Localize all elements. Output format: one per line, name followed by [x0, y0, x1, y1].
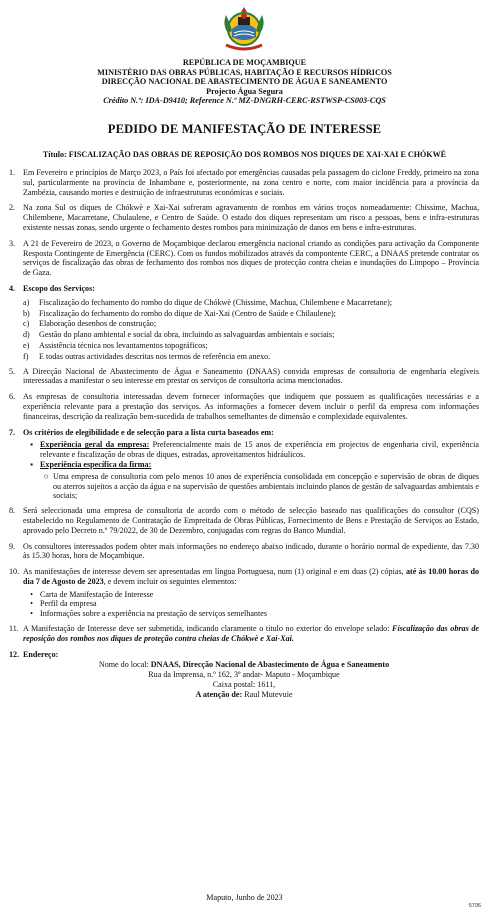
bullet-icon: •: [30, 599, 33, 609]
paragraph-8: [9, 506, 479, 535]
address-line: Caixa postal: 1611,: [212, 680, 276, 690]
directorate-name: DIRECÇÃO NACIONAL DE ABASTECIMENTO DE ÁGUA E SANEAMENTO: [101, 77, 388, 87]
paragraph-number: 1.: [9, 168, 16, 177]
list-item: [23, 440, 479, 460]
list-item: [23, 319, 479, 329]
criteria-list: [23, 440, 479, 501]
list-text: Gestão do plano ambiental e social da obra, incluindo as salvaguardas ambientais e sociais;: [39, 330, 335, 340]
address-label: A atenção de:: [195, 689, 243, 699]
list-text: Fiscalização do fechamento do rombo do dique de Xai-Xai (Centro de Saúde e Chilaulene);: [39, 308, 336, 318]
document-date: Maputo, Junho de 2023: [206, 893, 283, 902]
paragraph-1: [9, 168, 479, 197]
address-value: DNAAS, Direcção Nacional de Abastecimento de Água e Saneamento: [150, 660, 390, 670]
text-segment: , e devem incluir os seguintes elementos:: [103, 576, 237, 586]
paragraph-text: A Direcção Nacional de Abastecimento de Água e Saneamento (DNAAS) convida empresas de consultoria de engenharia elegíveis interessadas a manifestar o seu interesse em prestar os serviços de consultoria acima mencionados.: [23, 366, 479, 386]
list-text: Fiscalização do fechamento do rombo do dique de Chókwè (Chissime, Machua, Chilembene e Macarretane);: [39, 297, 393, 307]
paragraph-5: [9, 367, 479, 387]
paragraph-number: 8.: [9, 506, 16, 516]
project-name: Projecto Água Segura: [206, 86, 283, 96]
list-item: [23, 298, 479, 308]
paragraph-12: [9, 650, 479, 660]
criterion-label: Experiência geral da empresa:: [40, 440, 150, 450]
list-text: [40, 440, 479, 460]
letterhead: [0, 58, 489, 106]
document-title: PEDIDO DE MANIFESTAÇÃO DE INTERESSE: [107, 122, 382, 136]
paragraph-text: Na zona Sul os diques de Chókwè e Xai-Xai sofreram agravamento de rombos em vários troços nomeadamente: Chissime, Machua, Chilembene, Macarretane, Chulaulene, e Centro de Saúde. O estado dos diques representam um risco a pessoas, bens e infra-estruturas existente nessas zonas, sendo urgente o fechamento destes rombos para minimização de danos em bens e infra-estruturas.: [23, 203, 479, 232]
paragraph-number: 6.: [9, 392, 16, 402]
sub-list-item: [39, 472, 479, 501]
paragraph-number: 12.: [9, 649, 20, 659]
paragraph-7: [9, 428, 479, 438]
document-body: [9, 168, 479, 700]
paragraph-10: [9, 567, 479, 587]
list-letter: c): [23, 319, 30, 329]
paragraph-number: 9.: [9, 541, 16, 551]
list-letter: b): [23, 308, 30, 318]
bullet-icon: ▪: [30, 459, 33, 469]
list-letter: d): [23, 330, 30, 340]
republic-name: REPÚBLICA DE MOÇAMBIQUE: [182, 58, 307, 67]
paragraph-text: [23, 624, 479, 644]
paragraph-number: 2.: [9, 203, 16, 213]
bullet-icon: •: [30, 609, 33, 619]
paragraph-number: 5.: [9, 366, 16, 376]
list-item: [23, 460, 479, 470]
paragraph-text: Em Fevereiro e princípios de Março 2023, o País foi afectado por emergências causadas pela passagem do ciclone Freddy, primeiro na zona sul, particularmente na província de Inhambane e, posteriormente, na zona centro e norte, com maior incidência para a província da Zambézia, causando mortes e destruição de infraestruturas económicas e sociais.: [23, 168, 479, 197]
paragraph-3: [9, 239, 479, 278]
paragraph-text: As empresas de consultoria interessadas devem fornecer informações que indiquem que possuem as qualificações necessárias e a experiência relevante para a prestação dos serviços. As informações a fornecer devem incluir o perfil da empresa com informações financeiras, descrição da realização bem-sucedida de trabalhos semelhantes de dimensão e complexidade equivalentes.: [23, 392, 479, 421]
list-letter: e): [23, 340, 30, 350]
paragraph-4: [9, 284, 479, 294]
paragraph-9: [9, 542, 479, 562]
paragraph-text: Os consultores interessados podem obter mais informações no endereço abaixo indicado, durante o horário normal de expediente, das 7.30 às 15.30 horas, hora de Moçambique.: [23, 541, 479, 561]
address-label: Nome do local:: [98, 660, 151, 670]
list-text: Assistência técnica nos levantamentos topográficos;: [39, 340, 208, 350]
address-line: [9, 690, 479, 700]
address-line: Rua da Imprensa, n.º 162, 3º andar- Maputo - Moçambique: [148, 670, 340, 680]
coat-of-arms-emblem: [218, 3, 270, 53]
paragraph-number: 10.: [9, 567, 20, 577]
text-segment: As manifestações de interesse devem ser apresentadas em língua Portuguesa, num (1) original e em duas (2) cópias,: [23, 567, 406, 577]
list-letter: a): [23, 297, 30, 307]
list-text: Carta de Manifestação de Interesse: [40, 589, 154, 599]
list-item: [23, 590, 479, 600]
list-text: E todas outras actividades descritas nos termos de referência em anexo.: [39, 351, 271, 361]
scope-list: [23, 298, 479, 362]
list-letter: f): [23, 351, 29, 361]
paragraph-number: 3.: [9, 238, 16, 248]
criterion-label: Experiência específica da firma:: [40, 459, 152, 469]
ministry-name: MINISTÉRIO DAS OBRAS PÚBLICAS, HABITAÇÃO E RECURSOS HÍDRICOS: [97, 67, 392, 77]
paragraph-6: [9, 392, 479, 421]
document-subtitle: Título: FISCALIZAÇÃO DAS OBRAS DE REPOSIÇÃO DOS ROMBOS NOS DIQUES DE XAI-XAI E CHÓKWÈ: [42, 150, 447, 159]
deadline-text: até às 10.00 horas do dia 7 de Agosto de 2023: [23, 567, 479, 586]
credit-reference: Crédito N.º: IDA-D9410; Reference N.º MZ-DNGRH-CERC-RSTWSP-CS003-CQS: [103, 96, 386, 106]
list-item: [23, 352, 479, 362]
list-item: [23, 341, 479, 351]
required-elements-list: [23, 590, 479, 619]
list-text: Elaboração desenhos de construção;: [39, 319, 157, 329]
text-segment: A Manifestação de Interesse deve ser submetida, indicando claramente o título no exterior do envelope selado:: [23, 624, 393, 634]
paragraph-text: A 21 de Fevereiro de 2023, o Governo de Moçambique declarou emergência nacional criando as condições para activação da Componente Resposta Contingente de Emergência (CERC). Com os fundos mobilizados através da compontente CERC, a DNAAS pretende contratar os serviços de fiscalização das obras de fechamento dos rombos nos diques de protecção contra cheias e inundações do Limpopo – Província de Gaza.: [23, 238, 479, 278]
list-item: [23, 309, 479, 319]
address-block: [9, 660, 479, 699]
list-text: Perfil da empresa: [40, 599, 97, 609]
address-value: Raul Mutevuie: [242, 689, 293, 699]
list-text: Uma empresa de consultoria com pelo menos 10 anos de experiência consolidada em concepção e supervisão de obras de diques ou aterros sujeitos a acção da água e na supervisão de questões ambientais incluindo planos de gestão de salvaguardas ambientais e sociais;: [53, 471, 479, 501]
paragraph-number: 7.: [9, 427, 16, 437]
section-heading: Endereço:: [23, 649, 59, 659]
section-heading: Os critérios de elegibilidade e de selecção para a lista curta baseados em:: [23, 427, 274, 437]
section-heading: Escopo dos Serviços:: [23, 283, 95, 293]
paragraph-11: [9, 624, 479, 644]
address-line: [9, 660, 479, 670]
list-item: [23, 609, 479, 619]
circle-bullet-icon: ○: [43, 471, 49, 481]
print-code: 5706: [468, 903, 481, 909]
paragraph-number: 4.: [9, 283, 16, 293]
bullet-icon: ▪: [30, 440, 33, 450]
paragraph-number: 11.: [9, 624, 19, 634]
paragraph-text: Será seleccionada uma empresa de consultoria de acordo com o método de selecção baseado nas qualificações do consultor (CQS) estabelecido no Regulamento de Contratação de Empreitada de Obras Públicas, Fornecimento de Bens e Prestação de Serviços ao Estado, aprovado pelo Decreto n.º 79/2022, de 30 de Dezembro, conjugadas com regras do Banco Mundial.: [23, 506, 479, 535]
paragraph-text: [23, 567, 479, 587]
envelope-title: Fiscalização das obras de reposição dos rombos nos diques de proteção contra cheias de Chókwè e Xai-Xai.: [23, 624, 479, 643]
paragraph-2: [9, 203, 479, 232]
list-item: [23, 599, 479, 609]
list-text: Informações sobre a experiência na prestação de serviços semelhantes: [40, 609, 267, 619]
bullet-icon: •: [30, 589, 33, 599]
list-item: [23, 330, 479, 340]
criterion-text: Preferencialmente mais de 15 anos de experiência em projectos de engenharia civil, experiência relevante e fiscalização de obras de diques, estradas, aproveitamentos hidráulicos.: [40, 440, 479, 460]
